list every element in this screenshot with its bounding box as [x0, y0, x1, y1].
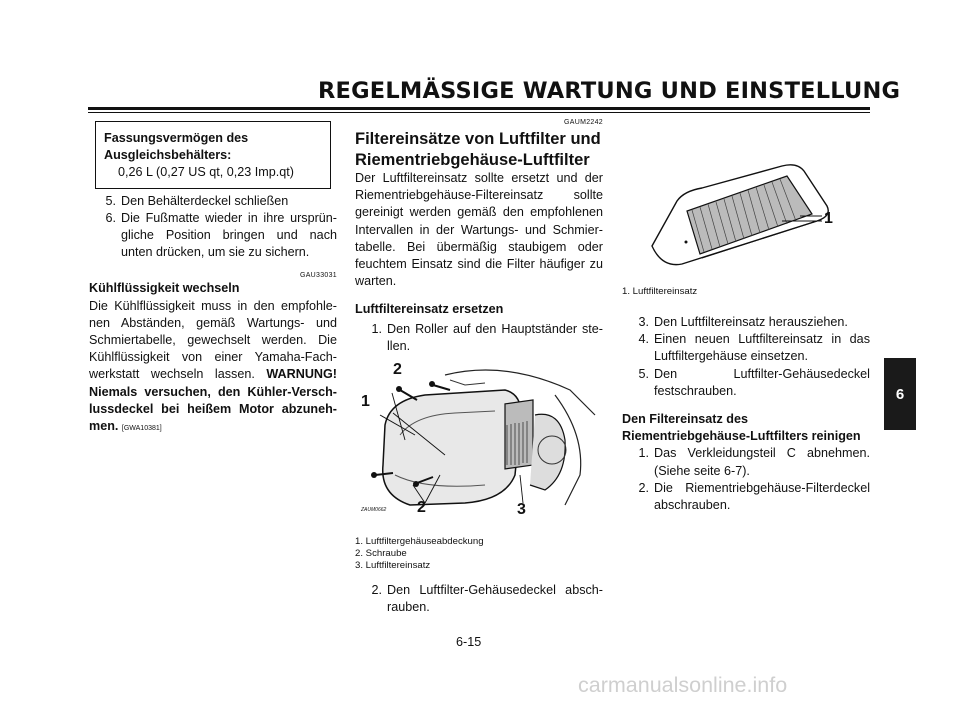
step-text: Den Luftfilter-Gehäusedeckel abschrauben.: [387, 583, 603, 615]
subheading: Den Filtereinsatz des Riementriebgehäuse-Luftfilters reinigen: [622, 412, 861, 444]
step-number: 3.: [638, 315, 649, 329]
figure-captions: [355, 536, 603, 572]
figure-code: ZAUM0662: [361, 507, 387, 514]
air-filter-housing-drawing: [355, 355, 603, 530]
step-text: Den Luftfilter-Gehäusedeckel festschrauben.: [654, 366, 870, 398]
capacity-value: 0,26 L (0,27 US qt, 0,23 Imp.qt): [118, 165, 294, 180]
step-text: Das Verkleidungsteil C abnehmen. (Siehe seite 6-7).: [654, 446, 870, 478]
step-text: Die Fußmatte wieder in ihre ursprüngliche Position bringen und nach unten drücken, um sie zu sichern.: [121, 210, 337, 260]
left-steps: [89, 193, 337, 262]
filter-paragraph: Der Luftfiltereinsatz sollte ersetzt und der Riementriebgehäuse-Filtereinsatz sollte gereinigt werden gemäß den empfohlenen Intervallen in der Wartungs- und Schmiertabelle. Bei übermäßig staubigem oder feuchtem Einsatz sind die Filter häufiger zu warten.: [355, 171, 603, 289]
left-column: [89, 118, 337, 437]
subheading: Luftfiltereinsatz ersetzen: [355, 302, 504, 317]
right-steps-2: [622, 445, 870, 514]
list-item: [355, 321, 603, 355]
callout-number: 3: [517, 501, 526, 519]
caption-line: 1. Luftfiltergehäuseabdeckung: [355, 536, 484, 548]
step-number: 4.: [638, 332, 649, 347]
callout-number: 1: [361, 393, 370, 411]
header-rule-thin: [88, 112, 870, 113]
air-filter-housing-figure: [355, 355, 603, 530]
list-item: [89, 210, 337, 262]
right-steps: [622, 314, 870, 400]
right-column: [622, 118, 870, 514]
section-code: GAU33031: [299, 272, 337, 280]
section-code: GAUM2242: [564, 119, 603, 126]
paragraph-text: Die Kühlflüssigkeit muss in den empfohlenen Abständen, gemäß Wartungs- und Schmiertabelle, gewechselt werden. Die Kühlflüssigkeit von einer Yamaha-Fachwerkstatt wechseln lassen.: [89, 298, 337, 382]
middle-steps: [355, 321, 603, 355]
capacity-label: Fassungsvermögen des Ausgleichsbehälters:: [104, 131, 249, 163]
step-text: Die Riementriebgehäuse-Filterdeckel abschrauben.: [654, 480, 870, 513]
callout-number: 2: [393, 361, 402, 379]
list-item: [355, 582, 603, 616]
list-item: [622, 314, 870, 331]
middle-steps-after: [355, 582, 603, 616]
warning-code: [GWA10381]: [121, 425, 162, 433]
step-text: Den Behälterdeckel schließen: [121, 193, 289, 208]
caption-line: 1. Luftfiltereinsatz: [622, 286, 698, 297]
caption-line: 3. Luftfiltereinsatz: [355, 560, 431, 572]
filter-element-drawing: [622, 126, 870, 286]
step-number: 1.: [371, 321, 382, 336]
coolant-paragraph: [89, 298, 337, 438]
page-number: 6-15: [456, 635, 482, 649]
section-heading: Kühlflüssigkeit wechseln: [89, 281, 240, 296]
step-number: 5.: [638, 366, 649, 381]
section-title: Filtereinsätze von Luftfilter und Riementriebgehäuse-Luftfilter: [355, 130, 601, 169]
chapter-tab[interactable]: 6: [884, 358, 916, 430]
step-text: Den Roller auf den Hauptständer stellen.: [387, 321, 603, 353]
list-item: [89, 193, 337, 210]
capacity-box: [95, 121, 331, 189]
list-item: [622, 331, 870, 365]
step-text: Den Luftfiltereinsatz herausziehen.: [654, 315, 848, 329]
caption-line: 2. Schraube: [355, 548, 407, 560]
step-number: 6.: [105, 210, 116, 225]
step-number: 5.: [105, 193, 116, 208]
step-number: 2.: [371, 583, 382, 598]
watermark[interactable]: carmanualsonline.info: [578, 673, 788, 697]
callout-number: 1: [824, 210, 833, 227]
step-number: 2.: [638, 480, 649, 495]
page-header-title: REGELMÄSSIGE WARTUNG UND EINSTELLUNG: [318, 78, 901, 104]
list-item: [622, 445, 870, 479]
figure-captions: [622, 286, 870, 298]
callout-number: 2: [417, 499, 426, 517]
filter-element-figure: [622, 126, 870, 286]
list-item: [622, 366, 870, 400]
step-text: Einen neuen Luftfiltereinsatz in das Luftfiltergehäuse einsetzen.: [654, 332, 870, 364]
list-item: [622, 480, 870, 514]
warning-text: WARNUNG! Niemals versuchen, den Kühler-Verschlussdeckel bei heißem Motor abzunehmen.: [89, 367, 337, 434]
middle-column: [355, 118, 603, 616]
step-number: 1.: [638, 446, 649, 461]
header-rule: [88, 107, 870, 110]
